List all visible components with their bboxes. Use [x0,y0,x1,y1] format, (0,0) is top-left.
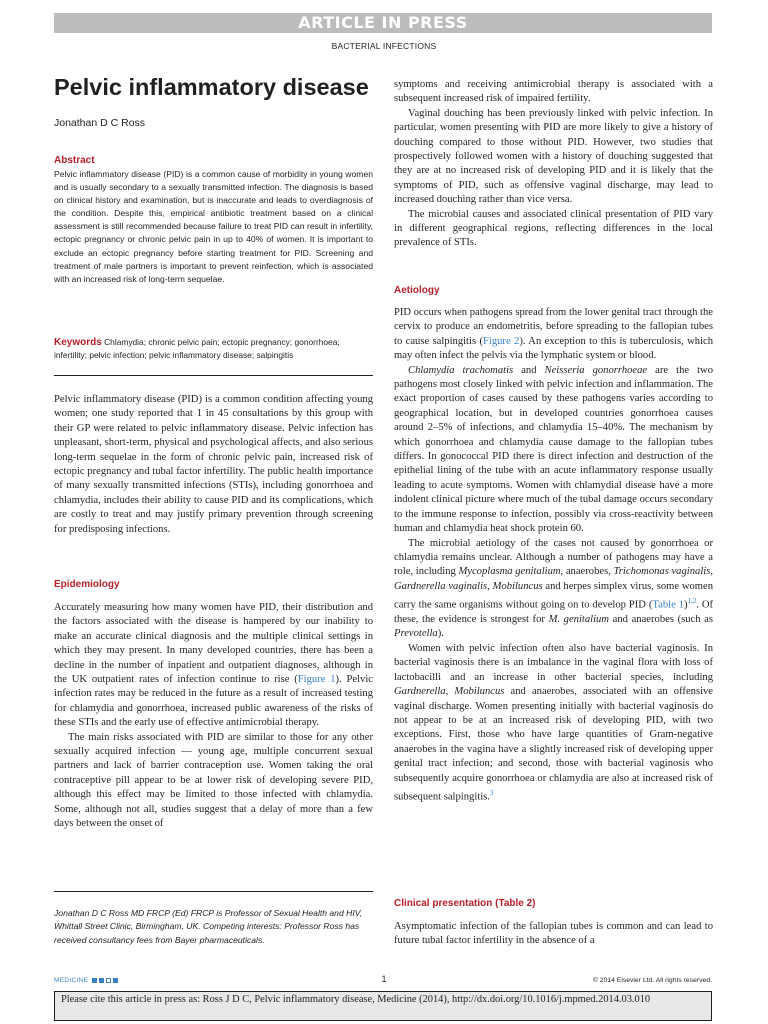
reference-1-2[interactable]: 1,2 [687,597,697,606]
aetiology-p1: PID occurs when pathogens spread from the lower genital tract through the cervix to produce an endometritis, before spreading to the fallopian tubes to cause salpingitis (Figure 2). An exception to this is tuberculosis, which may often infect the pelvis via the lymphatic system or blood. [394,307,714,362]
keywords [54,336,373,362]
keywords-list: Chlamydia; chronic pelvic pain; ectopic pregnancy; gonorrhoea; infertility; pelvic infection; pelvic inflammatory disease; salpingitis [54,337,340,360]
intro-paragraph [54,393,373,537]
epidemiology-p1: Accurately measuring how many women have PID, their distribution and the factors associated with the disease is hampered by our inability to make an accurate clinical diagnosis and the multiple clinical settings in which they may present. In many developed countries, there has been a decline in the number of inpatient and outpatient diagnoses, although in the UK outpatient rates of infection continue to rise (Figure 1). Pelvic infection rates may be reduced in the future as a result of increased testing for chlamydia and gonorrhoea, increased public awareness of the risks of these STIs and the early use of effective antimicrobial therapy. [54,602,373,729]
epidemiology-heading: Epidemiology [54,579,120,590]
footnote-divider [54,891,373,892]
abstract-text: Pelvic inflammatory disease (PID) is a common cause of morbidity in young women and is usually secondary to a sexually transmitted infection. The diagnosis is based on clinical history and examination, but is inaccurate and leads to overdiagnosis of the condition. Despite this, empirical antibiotic treatment based on a clinical assessment is still recommended because failure to treat PID can result in infertility, ectopic pregnancy or chronic pelvic pain in up to 40% of women. It is important to exclude an ectopic pregnancy before starting treatment for PID. Screening and treatment of male partners is important to prevent reinfection, which is associated with an increased risk of long-term sequelae. [54,169,373,284]
right-p1: symptoms and receiving antimicrobial therapy is associated with a subsequent increased risk of impaired fertility. [394,79,713,105]
aetiology-heading: Aetiology [394,285,440,296]
journal-name: MEDICINE [54,977,89,984]
intro-text: Pelvic inflammatory disease (PID) is a common condition affecting young women; one study reported that 1 in 45 consultations by this group with their GP were related to pelvic inflammatory disease. Pelvic infection has unpleasant, short-term, physical and psychological affects, and also serious long-term sequelae in the form of chronic pelvic pain, increased risk of ectopic pregnancy and tubal factor infertility. The public health importance of many sexually transmitted infections (STIs), including gonorrhoea and chlamydia, includes their ability to cause PID and its complications, which are costly to treat and may justify primary prevention through screening for predisposing infections. [54,394,373,535]
right-column-top [394,78,713,251]
clinical-p1: Asymptomatic infection of the fallopian tubes is common and can lead to future tubal factor infertility in the absence of a [394,921,713,947]
figure-1-link[interactable]: Figure 1 [297,674,336,686]
table-1-link[interactable]: Table 1 [652,599,684,611]
author-footnote: Jonathan D C Ross MD FRCP (Ed) FRCP is Professor of Sexual Health and HIV, Whittall Street Clinic, Birmingham, UK. Competing interests: Professor Ross has received consultancy fees from Bayer pharmaceuticals. [54,908,363,945]
abstract-divider [54,375,373,376]
keywords-label: Keywords [54,337,102,348]
clinical-presentation-heading: Clinical presentation (Table 2) [394,898,536,909]
author-name: Jonathan D C Ross [54,117,146,129]
figure-2-link[interactable]: Figure 2 [482,335,520,347]
citation-box: Please cite this article in press as: Ross J D C, Pelvic inflammatory disease, Medicine (2014), http://dx.doi.org/10.1016/j.mpmed.2014.03.010 [54,991,712,1021]
article-in-press-banner: ARTICLE IN PRESS [54,13,712,33]
clinical-presentation-section [394,920,713,949]
epidemiology-p2: The main risks associated with PID are similar to those for any other sexually acquired infection — young age, multiple concurrent sexual partners and lack of barrier contraception use. Women taking the oral contraceptive pill appear to be at lower risk of developing severe PID, although this effect may be limited to those infected with chlamydia. Some, although not all, studies suggest that a delay of more than a few days between the onset of [54,731,373,830]
aetiology-section [394,306,713,805]
copyright: © 2014 Elsevier Ltd. All rights reserved. [592,977,712,984]
aetiology-p2: Chlamydia trachomatis and Neisseria gonorrhoeae are the two pathogens most closely linked with pelvic infection and inflammation. The exact proportion of cases caused by these pathogens varies according to geographical location, but in developed countries gonorrhoea causes around 2–5% of infections, and chlamydia 15–40%. The mechanism by which gonorrhoea and chlamydia cause damage to the fallopian tubes differs. In gonococcal PID there is direct infection and destruction of the epithelial lining of the tube with an acute inflammatory response usually leading to acute symptoms. Women with chlamydial disease have a more indolent clinical picture where much of the tubal damage occurs secondary to the immune response to infection, possibly via cross-reactivity between human and chlamydia heat shock protein 60. [394,364,713,535]
page-number: 1 [381,974,387,984]
right-p2: Vaginal douching has been previously linked with pelvic infection. In particular, women presenting with PID are more likely to give a history of douching compared to those without PID. However, two studies that prospectively followed women with a history of douching suggested that they are at no increased risk of developing PID and it is likely that the symptoms of PID, such as offensive vaginal discharge, may lead to increased douching rather than vice versa. [394,107,713,206]
right-p3: The microbial causes and associated clinical presentation of PID vary in different geographical regions, reflecting differences in the local prevalence of STIs. [394,208,713,249]
article-title: Pelvic inflammatory disease [54,74,369,100]
abstract-heading: Abstract [54,155,95,166]
reference-3[interactable]: 3 [489,788,494,797]
section-heading: BACTERIAL INFECTIONS [331,41,437,51]
aetiology-p3: The microbial aetiology of the cases not caused by gonorrhoea or chlamydia remains unclear. Although a number of pathogens may have a role, including Mycoplasma genitalium, anaerobes, Trichomonas vaginalis, Gardnerella vaginalis, Mobiluncus and herpes simplex virus, some women carry the same organisms without going on to develop PID (Table 1)$^{1,2}$. Of these, the evidence is strongest for M. genitalium and anaerobes (such as Prevotella). [394,537,714,640]
epidemiology-section [54,601,373,832]
aetiology-p4: Women with pelvic infection often also have bacterial vaginosis. In bacterial vaginosis there is an imbalance in the vaginal flora with loss of lactobacilli and an increase in other bacterial species, including Gardnerella, Mobiluncus and anaerobes, associated with an offensive vaginal discharge. Women presenting initially with bacterial vaginosis do not appear to be at an increased risk of developing PID, with two exceptions. First, those who have large quantities of Gram-negative anaerobes in the vagina have a slightly increased risk of developing upper genital tract infection; and second, those with bacterial vaginosis who subsequently acquire gonorrhoea or chlamydia are also at increased risk of subsequent salpingitis.$^3$ [394,642,714,803]
